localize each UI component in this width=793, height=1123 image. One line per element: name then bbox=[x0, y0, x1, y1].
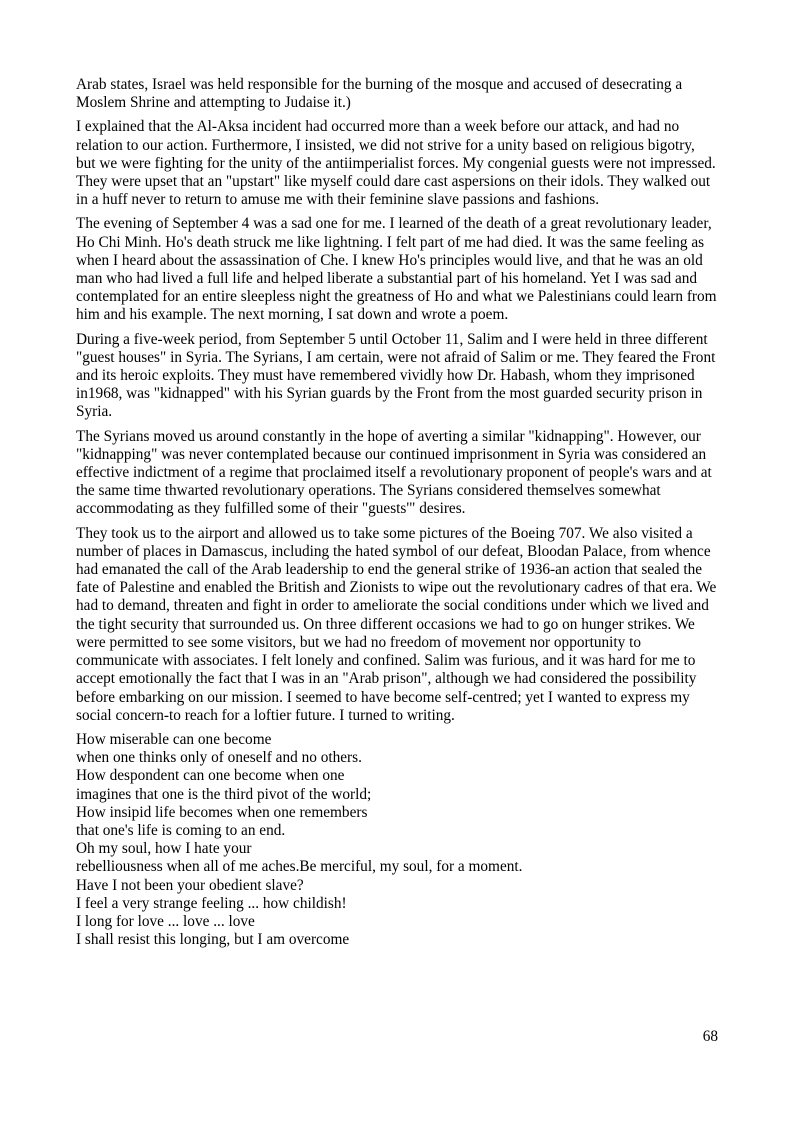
poem-line: I feel a very strange feeling ... how childish! bbox=[76, 894, 347, 912]
paragraph-3: The evening of September 4 was a sad one for me. I learned of the death of a great revolutionary leader, Ho Chi Minh. Ho's death struck me like lightning. I felt part of me had died. It was the same feeling as when I heard about the assassination of Che. I knew Ho's principles would live, and that he was an old man who had lived a full life and helped liberate a substantial part of his homeland. Yet I was sad and contemplated for an entire sleepless night the greatness of Ho and what we Palestinians could learn from him and his example. The next morning, I sat down and wrote a poem. bbox=[76, 215, 717, 324]
poem-line: How despondent can one become when one bbox=[76, 767, 345, 785]
paragraph-5: The Syrians moved us around constantly in the hope of averting a similar "kidnapping". However, our "kidnapping" was never contemplated because our continued imprisonment in Syria was considered an effective indictment of a regime that proclaimed itself a revolutionary proponent of people's wars and at the same time thwarted revolutionary operations. The Syrians considered themselves somewhat accommodating as they fulfilled some of their "guests'" desires. bbox=[76, 427, 712, 518]
paragraph-6: They took us to the airport and allowed us to take some pictures of the Boeing 707. We also visited a number of places in Damascus, including the hated symbol of our defeat, Bloodan Palace, from whence had emanated the call of the Arab leadership to end the general strike of 1936-an action that sealed the fate of Palestine and enabled the British and Zionists to wipe out the revolutionary cadres of that era. We had to demand, threaten and fight in order to ameliorate the social conditions under which we lived and the tight security that surrounded us. On three different occasions we had to go on hunger strikes. We were permitted to see some visitors, but we had no freedom of movement nor opportunity to communicate with associates. I felt lonely and confined. Salim was furious, and it was hard for me to accept emotionally the fact that I was in an "Arab prison", although we had considered the possibility before embarking on our mission. I seemed to have become self-centred; yet I wanted to express my social concern-to reach for a loftier future. I turned to writing. bbox=[76, 524, 717, 724]
page-number: 68 bbox=[702, 1028, 718, 1045]
poem-line: that one's life is coming to an end. bbox=[76, 821, 286, 839]
poem-line: Oh my soul, how I hate your bbox=[76, 840, 252, 858]
poem-line: I shall resist this longing, but I am overcome bbox=[76, 931, 350, 949]
poem-line: I long for love ... love ... love bbox=[76, 912, 255, 930]
poem-line: Have I not been your obedient slave? bbox=[76, 876, 304, 894]
poem-line: How insipid life becomes when one remembers bbox=[76, 803, 368, 821]
poem-line: rebelliousness when all of me aches.Be merciful, my soul, for a moment. bbox=[76, 858, 523, 876]
poem-line: How miserable can one become bbox=[76, 730, 272, 748]
poem-line: imagines that one is the third pivot of the world; bbox=[76, 785, 372, 803]
poem-line: when one thinks only of oneself and no others. bbox=[76, 749, 362, 767]
page-body bbox=[76, 76, 718, 949]
paragraph-4: During a five-week period, from September 5 until October 11, Salim and I were held in three different "guest houses" in Syria. The Syrians, I am certain, were not afraid of Salim or me. They feared the Front and its heroic exploits. They must have remembered vividly how Dr. Habash, whom they imprisoned in1968, was "kidnapped" with his Syrian guards by the Front from the most guarded security prison in Syria. bbox=[76, 330, 716, 421]
paragraph-1: Arab states, Israel was held responsible for the burning of the mosque and accused of desecrating a Moslem Shrine and attempting to Judaise it.) bbox=[76, 76, 683, 112]
paragraph-2: I explained that the Al-Aksa incident had occurred more than a week before our attack, and had no relation to our action. Furthermore, I insisted, we did not strive for a unity based on religious bigotry, but we were fighting for the unity of the antiimperialist forces. My congenial guests were not impressed. They were upset that an "upstart" like myself could dare cast aspersions on their idols. They walked out in a huff never to return to amuse me with their feminine slave passions and fashions. bbox=[76, 118, 716, 209]
poem bbox=[76, 731, 718, 949]
